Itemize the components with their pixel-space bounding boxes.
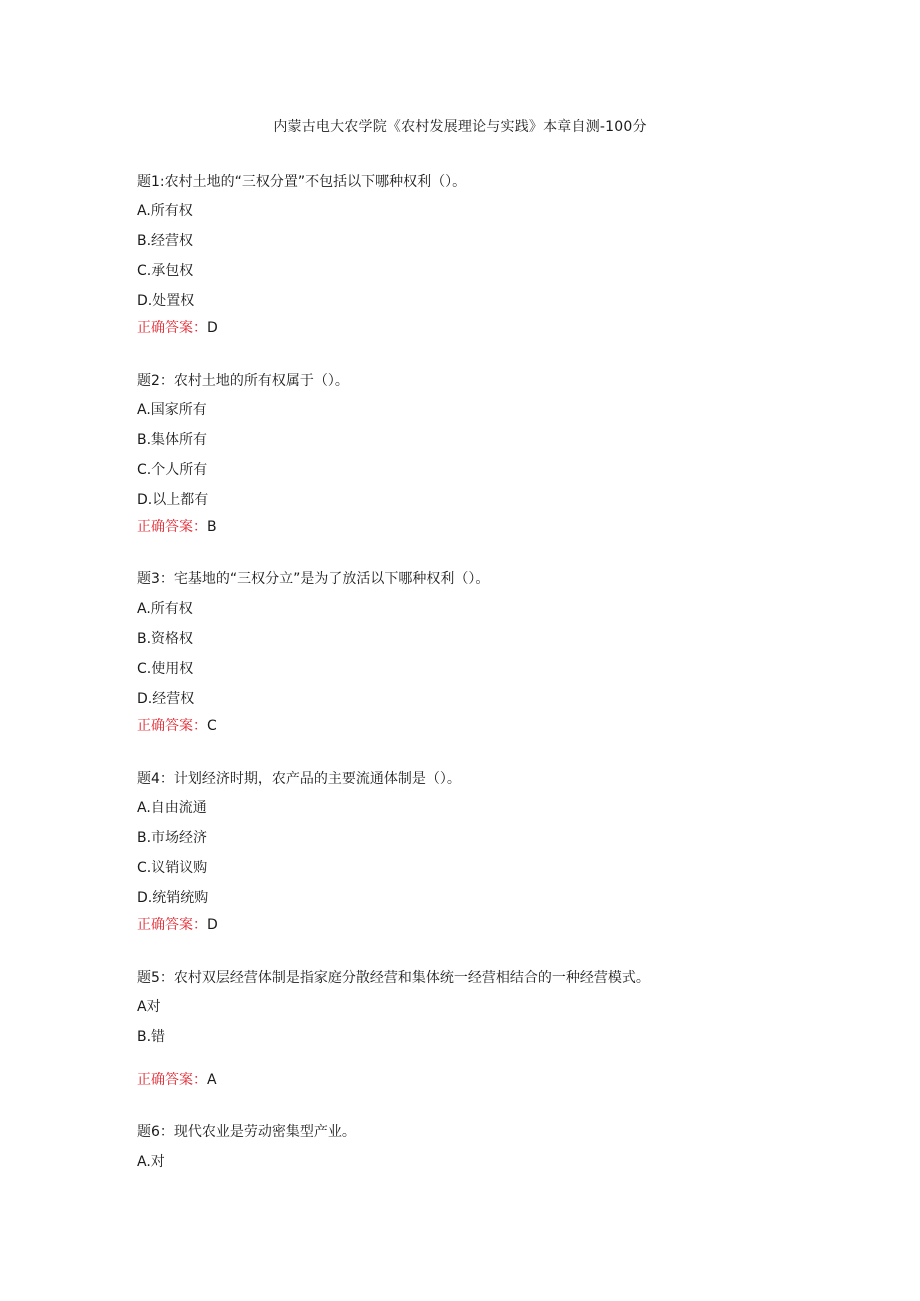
question-1-stem: 题1:农村土地的“三权分置”不包括以下哪种权利（）。 bbox=[137, 174, 467, 190]
answer-value: D bbox=[207, 320, 218, 336]
question-5-stem: 题5：农村双层经营体制是指家庭分散经营和集体统一经营相结合的一种经营模式。 bbox=[137, 970, 650, 986]
answer-value: B bbox=[207, 519, 217, 535]
answer-value: C bbox=[207, 718, 217, 734]
question-5-answer bbox=[137, 1069, 217, 1091]
question-1-option-c: C.承包权 bbox=[137, 263, 194, 279]
answer-value: D bbox=[207, 917, 218, 933]
question-4-option-c: C.议销议购 bbox=[137, 860, 208, 876]
question-2-option-a: A.国家所有 bbox=[137, 402, 207, 418]
question-4-option-a: A.自由流通 bbox=[137, 800, 207, 816]
question-5-option-a: A对 bbox=[137, 999, 161, 1015]
question-2-option-c: C.个人所有 bbox=[137, 462, 208, 478]
document-title: 内蒙古电大农学院《农村发展理论与实践》本章自测-100分 bbox=[273, 119, 647, 135]
question-3-option-b: B.资格权 bbox=[137, 631, 194, 647]
question-3-option-a: A.所有权 bbox=[137, 601, 193, 617]
answer-label: 正确答案： bbox=[137, 1072, 207, 1088]
question-4-option-b: B.市场经济 bbox=[137, 830, 208, 846]
question-4-stem: 题4：计划经济时期，农产品的主要流通体制是（）。 bbox=[137, 771, 461, 787]
question-3-option-c: C.使用权 bbox=[137, 661, 194, 677]
question-6-option-a: A.对 bbox=[137, 1154, 165, 1170]
question-3-answer bbox=[137, 715, 217, 737]
question-2-answer bbox=[137, 516, 217, 538]
question-3-option-d: D.经营权 bbox=[137, 691, 195, 707]
question-1-option-d: D.处置权 bbox=[137, 293, 195, 309]
question-2-option-d: D.以上都有 bbox=[137, 492, 209, 508]
answer-label: 正确答案： bbox=[137, 917, 207, 933]
question-1-option-b: B.经营权 bbox=[137, 233, 194, 249]
answer-label: 正确答案： bbox=[137, 718, 207, 734]
question-6-stem: 题6：现代农业是劳动密集型产业。 bbox=[137, 1124, 356, 1140]
question-1-option-a: A.所有权 bbox=[137, 203, 193, 219]
question-2-option-b: B.集体所有 bbox=[137, 432, 208, 448]
question-4-option-d: D.统销统购 bbox=[137, 890, 209, 906]
question-4-answer bbox=[137, 914, 218, 936]
answer-value: A bbox=[207, 1072, 217, 1088]
answer-label: 正确答案： bbox=[137, 320, 207, 336]
question-5-option-b: B.错 bbox=[137, 1029, 166, 1045]
answer-label: 正确答案： bbox=[137, 519, 207, 535]
question-2-stem: 题2：农村土地的所有权属于（）。 bbox=[137, 373, 349, 389]
question-1-answer bbox=[137, 317, 218, 339]
question-3-stem: 题3：宅基地的“三权分立”是为了放活以下哪种权利（）。 bbox=[137, 571, 490, 587]
